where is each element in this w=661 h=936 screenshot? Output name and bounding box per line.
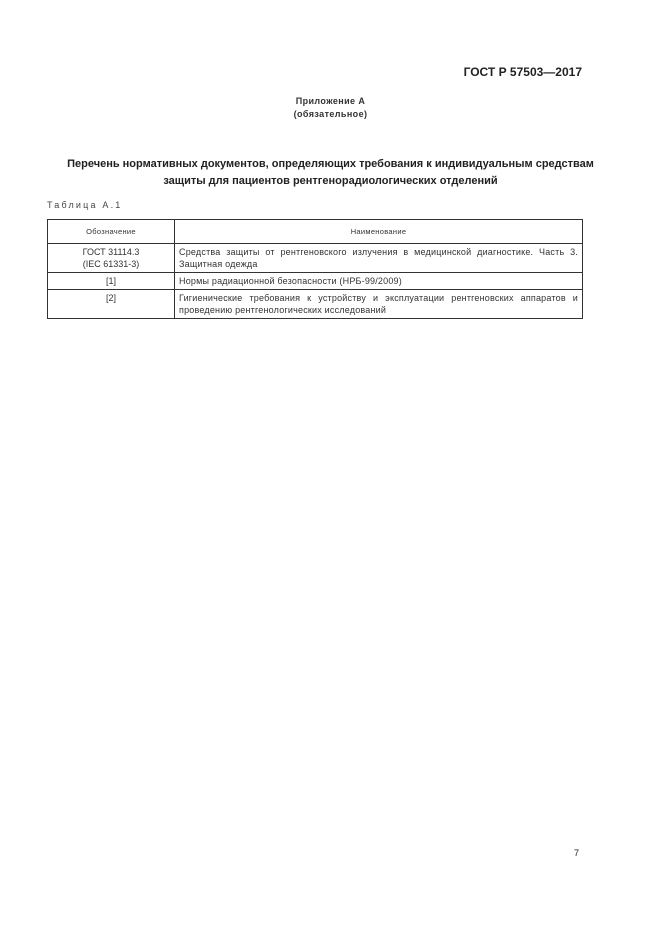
designation-text-secondary: (IEC 61331-3) (82, 259, 140, 269)
name-cell: Средства защиты от рентгеновского излучения в медицинской диагностике. Часть 3. Защитная одежда (175, 244, 583, 273)
section-title (10, 156, 651, 190)
table-header-row (48, 220, 583, 244)
table-row (48, 273, 583, 290)
designation-cell: [2] (48, 290, 175, 319)
document-code: ГОСТ Р 57503—2017 (463, 65, 582, 79)
designation-cell: [1] (48, 273, 175, 290)
name-cell: Нормы радиационной безопасности (НРБ-99/2009) (175, 273, 583, 290)
page-number: 7 (574, 848, 580, 858)
column-header-designation: Обозначение (48, 220, 175, 244)
designation-cell (48, 244, 175, 273)
appendix-title: Приложение А (295, 96, 366, 106)
name-cell: Гигиенические требования к устройству и эксплуатации рентгеновских аппаратов и проведению рентгенологических исследований (175, 290, 583, 319)
table-row (48, 290, 583, 319)
column-header-name: Наименование (175, 220, 583, 244)
appendix-heading (0, 95, 661, 121)
appendix-status: (обязательное) (293, 109, 368, 119)
table-row (48, 244, 583, 273)
standards-table (47, 219, 583, 319)
section-title-line-2: защиты для пациентов рентгенорадиологических отделений (163, 175, 498, 187)
designation-text: ГОСТ 31114.3 (82, 247, 140, 257)
table-caption: Таблица А.1 (47, 200, 123, 210)
section-title-line-1: Перечень нормативных документов, определяющих требования к индивидуальным средствам (67, 158, 594, 170)
